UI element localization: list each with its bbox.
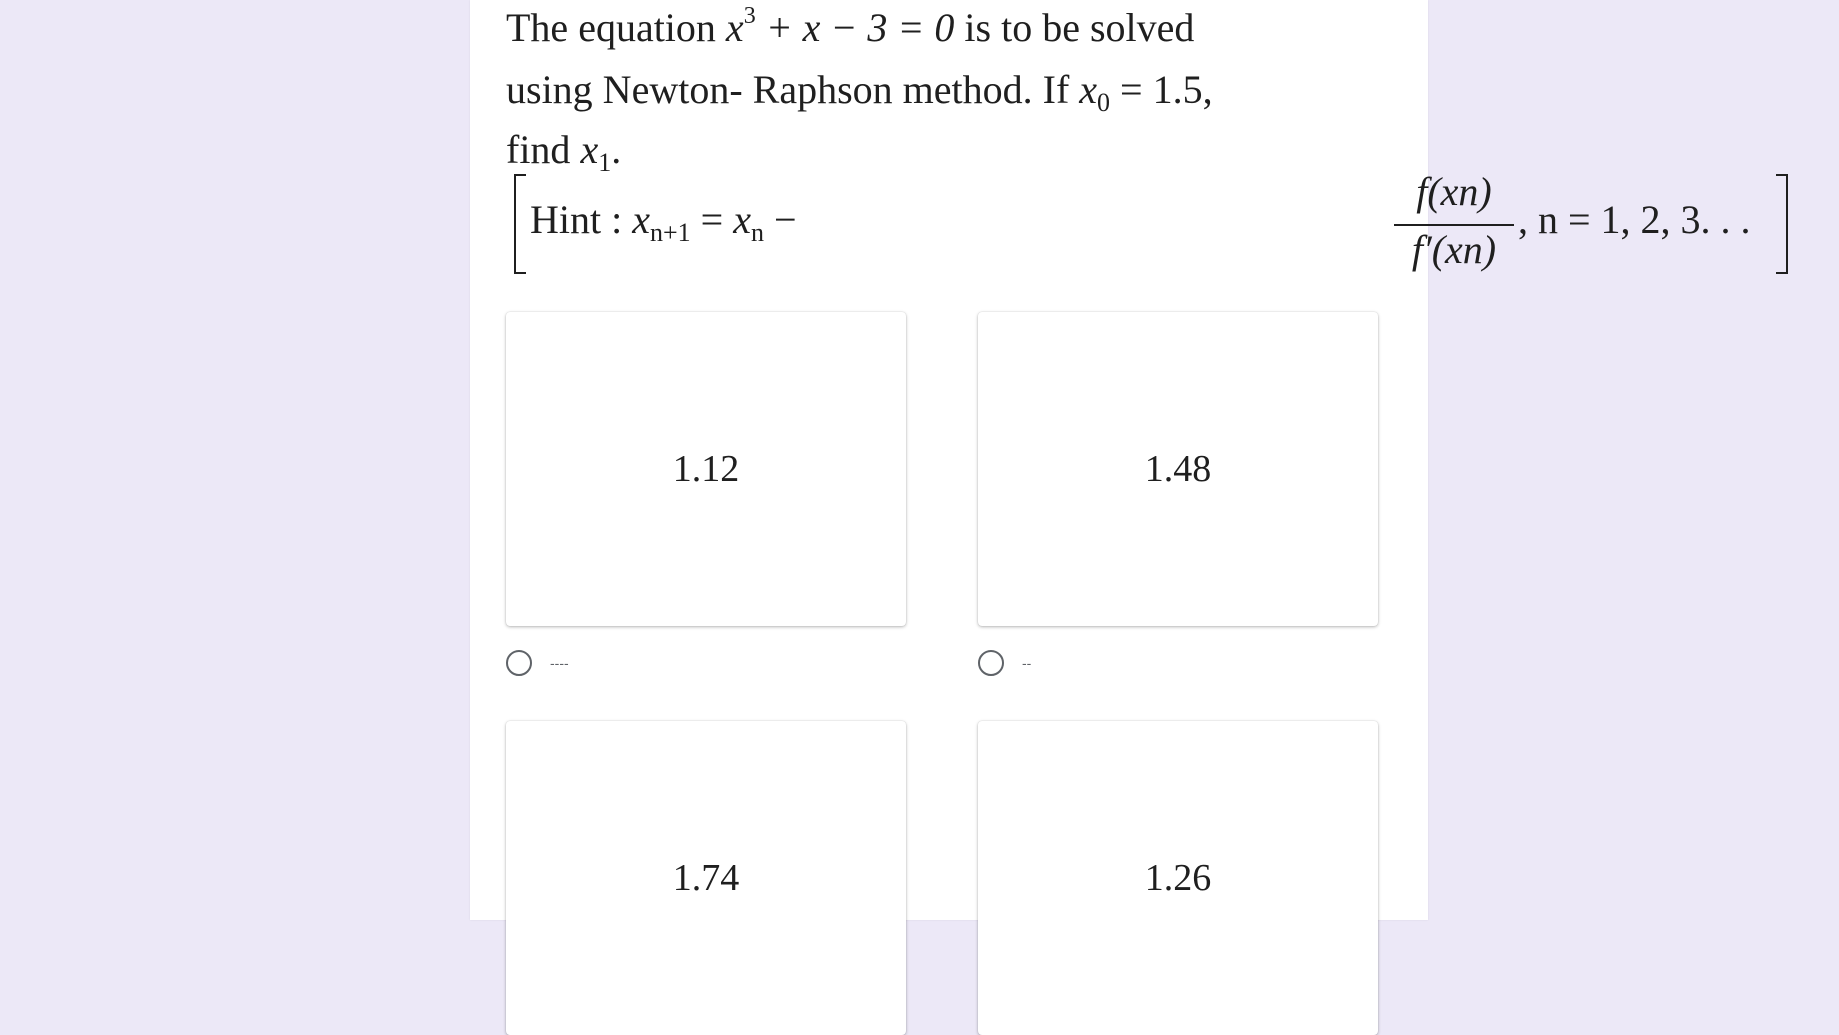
- math-variable: x: [580, 127, 599, 172]
- question-text-part: find: [506, 127, 581, 172]
- fraction-denominator: f′(xn): [1411, 227, 1497, 272]
- right-bracket: [1776, 174, 1788, 274]
- option-value: 1.48: [1144, 448, 1212, 490]
- option-card-2[interactable]: [978, 312, 1378, 626]
- question-text-part: The equation: [506, 5, 726, 50]
- question-text-part: is to be solved: [954, 5, 1195, 50]
- question-line-1: [506, 0, 1366, 62]
- hint-lead: Hint :: [530, 197, 633, 242]
- math-expression: = 1.5,: [1110, 67, 1213, 112]
- math-operator: −: [764, 197, 797, 242]
- question-text: [506, 0, 1366, 182]
- option-value: 1.74: [672, 857, 740, 899]
- question-text-part: using Newton- Raphson method. If: [506, 67, 1080, 112]
- question-text-part: .: [611, 127, 622, 172]
- option-card-3[interactable]: [506, 721, 906, 1035]
- math-variable: x: [733, 197, 751, 242]
- option-label: --: [1022, 655, 1032, 671]
- hint-tail: , n = 1, 2, 3. . .: [1518, 197, 1751, 242]
- option-value: 1.12: [672, 448, 740, 490]
- radio-button[interactable]: [506, 650, 532, 676]
- math-subscript: n+1: [650, 218, 691, 247]
- math-expression: + x − 3 = 0: [755, 5, 955, 50]
- option-radio-row-1[interactable]: [506, 648, 569, 678]
- math-subscript: n: [751, 218, 764, 247]
- math-variable: x: [725, 5, 744, 50]
- math-operator: =: [690, 197, 734, 242]
- hint-formula: [508, 168, 1751, 278]
- math-subscript: 0: [1097, 88, 1111, 117]
- option-card-4[interactable]: [978, 721, 1378, 1035]
- option-radio-row-2[interactable]: [978, 648, 1031, 678]
- math-exponent: 3: [743, 3, 756, 29]
- math-variable: x: [632, 197, 650, 242]
- math-variable: x: [1079, 67, 1098, 112]
- left-bracket: [514, 174, 526, 274]
- radio-button[interactable]: [978, 650, 1004, 676]
- math-subscript: 1: [598, 148, 612, 177]
- option-value: 1.26: [1144, 857, 1212, 899]
- hint-lhs: [530, 196, 797, 247]
- option-label: ----: [550, 655, 569, 671]
- option-card-1[interactable]: [506, 312, 906, 626]
- question-line-2: [506, 62, 1366, 122]
- fraction-numerator: f(xn): [1416, 169, 1492, 214]
